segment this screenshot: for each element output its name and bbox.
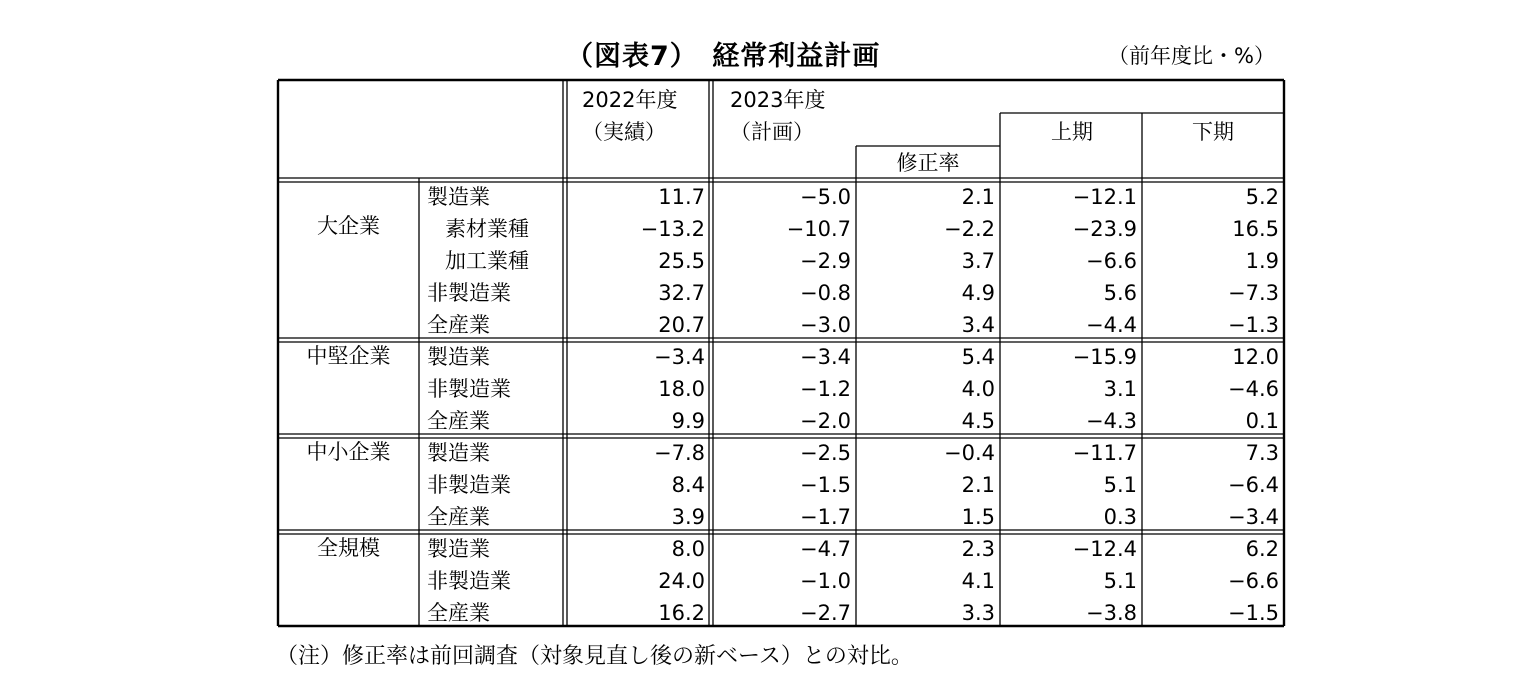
row-label: 非製造業 bbox=[427, 281, 511, 305]
data-label: 5.1 bbox=[1103, 473, 1137, 497]
row-label: 素材業種 bbox=[445, 217, 529, 241]
data-label: −0.4 bbox=[944, 441, 995, 465]
data-label: 4.5 bbox=[961, 409, 995, 433]
header-revision: 修正率 bbox=[896, 151, 960, 175]
group-label: 大企業 bbox=[317, 214, 380, 238]
data-label: 5.2 bbox=[1245, 185, 1279, 209]
data-label: 11.7 bbox=[658, 185, 705, 209]
data-label: −2.9 bbox=[800, 249, 851, 273]
data-label: 20.7 bbox=[658, 313, 705, 337]
data-label: 3.1 bbox=[1103, 377, 1137, 401]
data-label: −1.5 bbox=[800, 473, 851, 497]
data-label: 1.5 bbox=[961, 505, 995, 529]
header-fy2023-line1: 2023年度 bbox=[730, 88, 826, 112]
row-label: 全産業 bbox=[427, 409, 490, 433]
footnote: （注）修正率は前回調査（対象見直し後の新ベース）との対比。 bbox=[276, 644, 913, 669]
data-label: −2.7 bbox=[800, 601, 851, 625]
data-label: 3.4 bbox=[961, 313, 995, 337]
header-fy2022-line2: （実績） bbox=[582, 120, 666, 144]
data-label: −10.7 bbox=[786, 217, 851, 241]
data-label: 8.0 bbox=[671, 537, 705, 561]
group-label: 中堅企業 bbox=[306, 344, 391, 368]
data-label: 0.1 bbox=[1245, 409, 1279, 433]
data-label: 3.3 bbox=[961, 601, 995, 625]
group-label: 中小企業 bbox=[306, 440, 391, 464]
data-label: 4.0 bbox=[961, 377, 995, 401]
row-label: 全産業 bbox=[427, 601, 490, 625]
data-label: 5.6 bbox=[1103, 281, 1137, 305]
data-label: −3.0 bbox=[800, 313, 851, 337]
data-label: −5.0 bbox=[800, 185, 851, 209]
data-label: 16.2 bbox=[658, 601, 705, 625]
row-label: 非製造業 bbox=[427, 377, 511, 401]
data-label: 1.9 bbox=[1245, 249, 1279, 273]
data-label: −1.5 bbox=[1228, 601, 1279, 625]
data-label: 2.1 bbox=[961, 185, 995, 209]
data-label: −23.9 bbox=[1072, 217, 1137, 241]
data-label: 32.7 bbox=[658, 281, 705, 305]
data-label: −2.5 bbox=[800, 441, 851, 465]
row-label: 製造業 bbox=[427, 441, 490, 465]
data-label: −3.8 bbox=[1086, 601, 1137, 625]
data-label: 2.3 bbox=[961, 537, 995, 561]
row-label: 製造業 bbox=[427, 537, 490, 561]
header-fy2022-line1: 2022年度 bbox=[582, 88, 678, 112]
data-label: 6.2 bbox=[1245, 537, 1279, 561]
data-label: −2.2 bbox=[944, 217, 995, 241]
data-label: −7.8 bbox=[654, 441, 705, 465]
data-label: −4.6 bbox=[1228, 377, 1279, 401]
data-label: 9.9 bbox=[671, 409, 705, 433]
row-label: 非製造業 bbox=[427, 473, 511, 497]
data-label: 4.1 bbox=[961, 569, 995, 593]
data-label: −3.4 bbox=[800, 345, 851, 369]
data-label: 7.3 bbox=[1245, 441, 1279, 465]
row-label: 製造業 bbox=[427, 345, 490, 369]
data-label: 8.4 bbox=[671, 473, 705, 497]
header-second-half: 下期 bbox=[1192, 120, 1234, 144]
data-label: 25.5 bbox=[658, 249, 705, 273]
data-label: 5.1 bbox=[1103, 569, 1137, 593]
data-label: 12.0 bbox=[1232, 345, 1279, 369]
row-label: 製造業 bbox=[427, 185, 490, 209]
data-label: −4.7 bbox=[800, 537, 851, 561]
row-label: 全産業 bbox=[427, 313, 490, 337]
data-label: 24.0 bbox=[658, 569, 705, 593]
data-label: −3.4 bbox=[1228, 505, 1279, 529]
data-label: −11.7 bbox=[1072, 441, 1137, 465]
data-label: −2.0 bbox=[800, 409, 851, 433]
data-label: −1.2 bbox=[800, 377, 851, 401]
data-label: −6.6 bbox=[1086, 249, 1137, 273]
row-label: 非製造業 bbox=[427, 569, 511, 593]
data-label: −1.7 bbox=[800, 505, 851, 529]
data-label: −6.6 bbox=[1228, 569, 1279, 593]
data-label: −1.0 bbox=[800, 569, 851, 593]
data-label: −15.9 bbox=[1072, 345, 1137, 369]
data-label: 2.1 bbox=[961, 473, 995, 497]
data-label: −1.3 bbox=[1228, 313, 1279, 337]
row-label: 全産業 bbox=[427, 505, 490, 529]
data-label: −13.2 bbox=[640, 217, 705, 241]
row-label: 加工業種 bbox=[445, 249, 529, 273]
unit-label: （前年度比・%） bbox=[1108, 44, 1275, 68]
data-label: −0.8 bbox=[800, 281, 851, 305]
data-label: −7.3 bbox=[1228, 281, 1279, 305]
data-label: 3.7 bbox=[961, 249, 995, 273]
data-label: 18.0 bbox=[658, 377, 705, 401]
data-label: −6.4 bbox=[1228, 473, 1279, 497]
data-label: 5.4 bbox=[961, 345, 995, 369]
data-label: 16.5 bbox=[1232, 217, 1279, 241]
data-label: −4.3 bbox=[1086, 409, 1137, 433]
chart-title: （図表7） 経常利益計画 bbox=[566, 41, 881, 72]
header-first-half: 上期 bbox=[1051, 120, 1093, 144]
data-label: −4.4 bbox=[1086, 313, 1137, 337]
data-label: −3.4 bbox=[654, 345, 705, 369]
data-label: 4.9 bbox=[961, 281, 995, 305]
group-label: 全規模 bbox=[317, 536, 380, 560]
table-body bbox=[307, 185, 1280, 625]
data-label: −12.4 bbox=[1072, 537, 1137, 561]
data-label: 3.9 bbox=[671, 505, 705, 529]
table-header bbox=[582, 88, 1234, 175]
header-fy2023-line2: （計画） bbox=[730, 120, 814, 144]
data-label: 0.3 bbox=[1103, 505, 1137, 529]
data-label: −12.1 bbox=[1072, 185, 1137, 209]
